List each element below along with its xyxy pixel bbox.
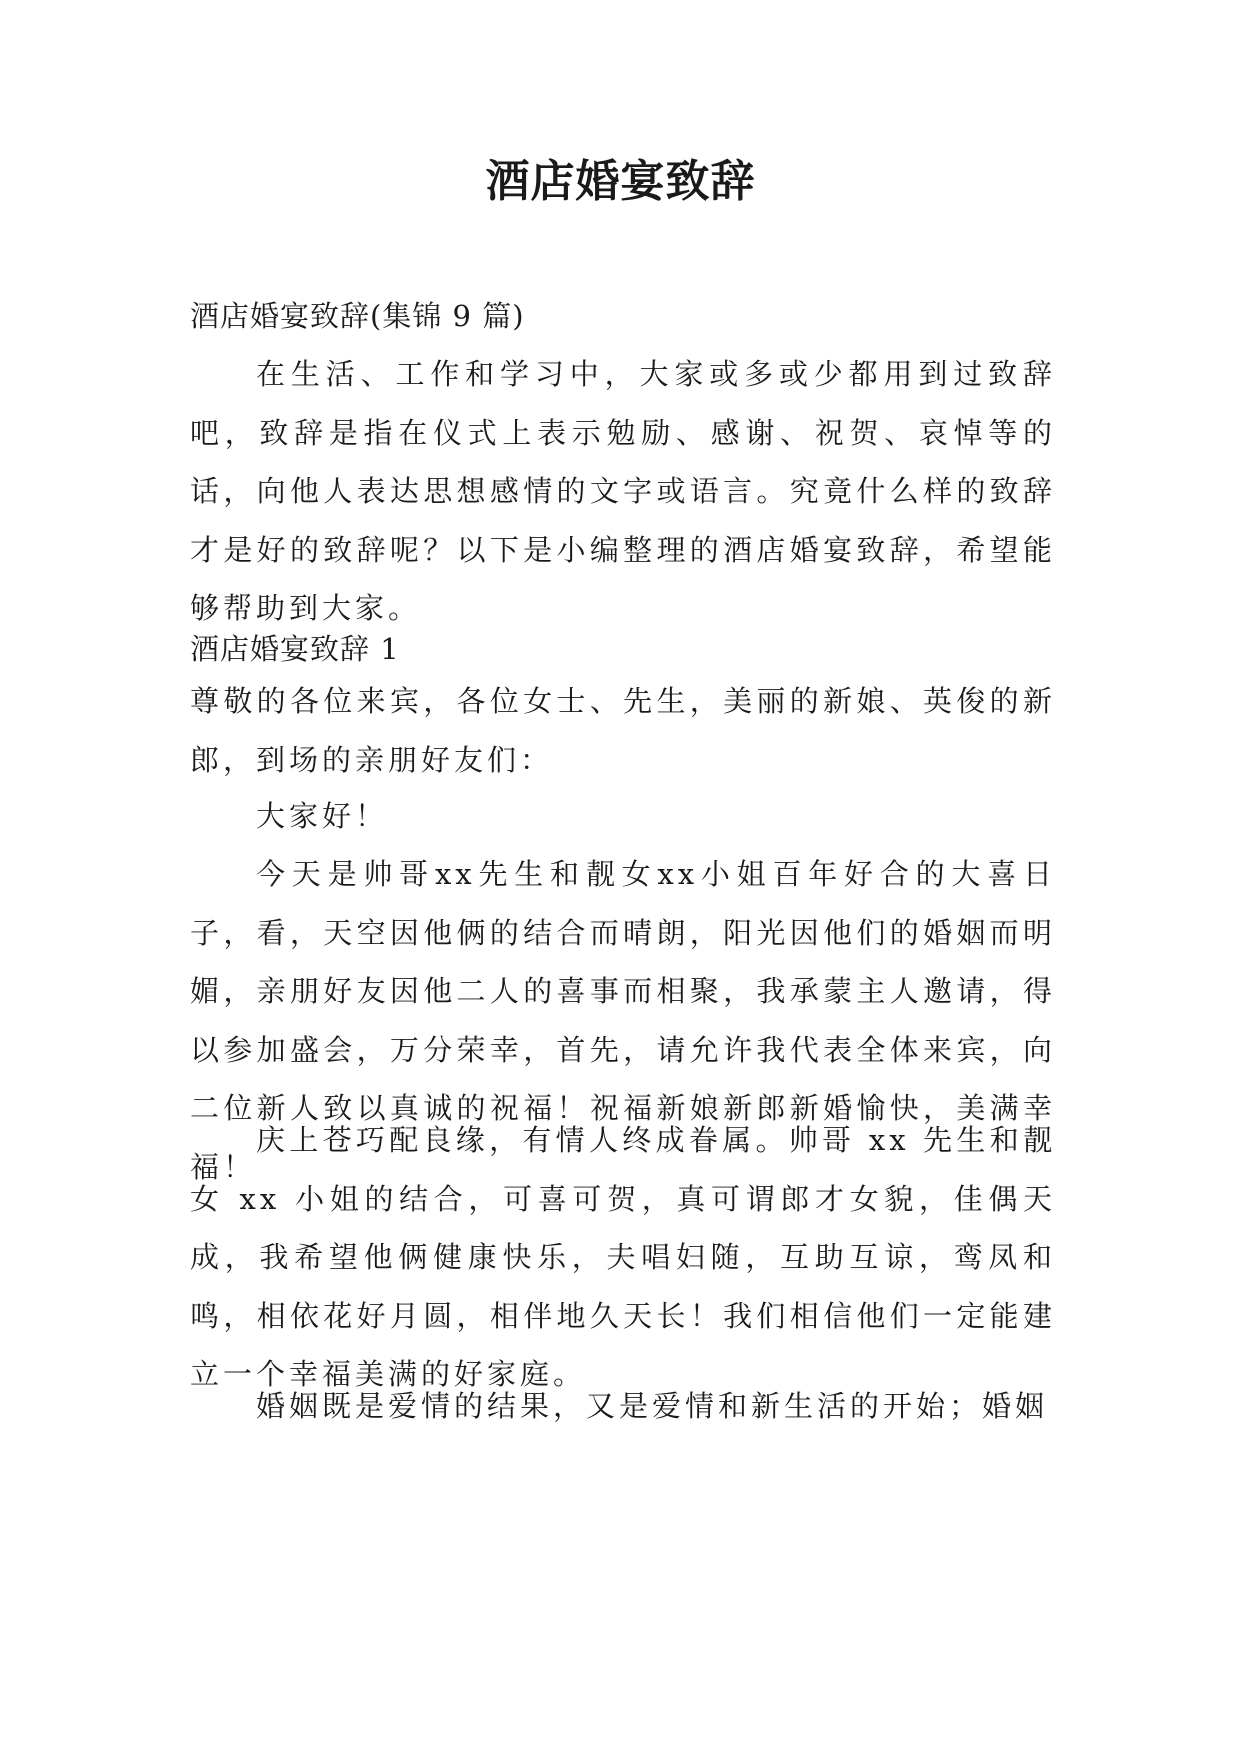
salutation-paragraph: 尊敬的各位来宾，各位女士、先生，美丽的新娘、英俊的新郎，到场的亲朋好友们： — [190, 684, 1056, 777]
body-paragraph: 婚姻既是爱情的结果，又是爱情和新生活的开始；婚姻 — [256, 1389, 1049, 1423]
section-heading: 酒店婚宴致辞 1 — [190, 632, 400, 666]
greeting-paragraph: 大家好！ — [256, 799, 389, 833]
intro-paragraph: 在生活、工作和学习中，大家或多或少都用到过致辞吧，致辞是指在仪式上表示勉励、感谢、祝贺、哀悼等的话，向他人表达思想感情的文字或语言。究竟什么样的致辞才是好的致辞呢？以下是小编整理的酒店婚宴致辞，希望能够帮助到大家。 — [190, 357, 1056, 625]
document-subtitle: 酒店婚宴致辞(集锦 9 篇) — [190, 299, 525, 333]
body-paragraph: 今天是帅哥xx先生和靓女xx小姐百年好合的大喜日子，看，天空因他俩的结合而晴朗，阳光因他们的婚姻而明媚，亲朋好友因他二人的喜事而相聚，我承蒙主人邀请，得以参加盛会，万分荣幸，首先，请允许我代表全体来宾，向二位新人致以真诚的祝福！祝福新娘新郎新婚愉快，美满幸福！ — [190, 857, 1056, 1184]
body-paragraph: 庆上苍巧配良缘，有情人终成眷属。帅哥 xx 先生和靓女 xx 小姐的结合，可喜可贺，真可谓郎才女貌，佳偶天成，我希望他俩健康快乐，夫唱妇随，互助互谅，鸾凤和鸣，相依花好月圆，相伴地久天长！我们相信他们一定能建立一个幸福美满的好家庭。 — [190, 1123, 1056, 1391]
document-title: 酒店婚宴致辞 — [485, 156, 756, 207]
